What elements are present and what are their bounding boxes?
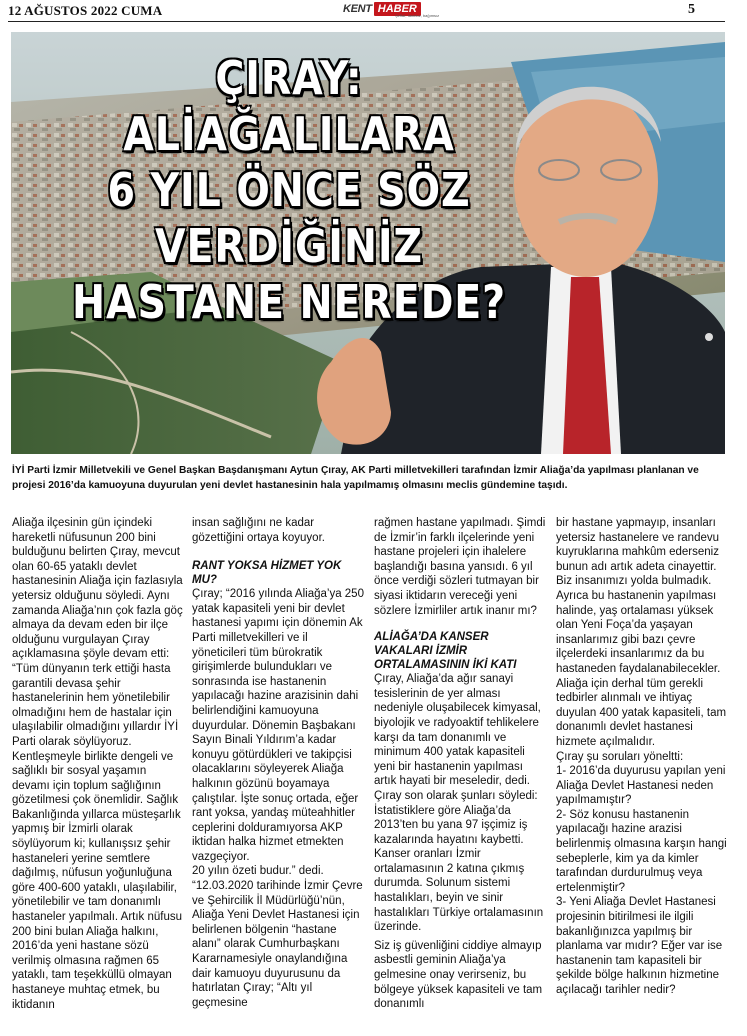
header-rule: [8, 21, 725, 22]
logo-kent: KENT: [343, 3, 372, 15]
col2-paragraph-2: Çıray; “2016 yılında Aliağa’ya 250 yatak kapasiteli yeni bir devlet hastanesi yapımı için dönemin Ak Parti milletvekilleri ve il yöneticileri tüm bürokratik girişimlerde bulundukları ve sonrasında ise hastanenin yapılacağı hazine arazisinin dahi belirlendiğini kamuoyuna duyurdular. Dönemin Başbakanı Sayın Binali Yıldırım’a kadar konuyu götürdükleri ve takipçisi olacaklarını söyleyerek Aliağa halkının gözünü boyamaya çalıştılar. İşte sonuç ortada, eğer rant yoksa, yandaş müteahhitler ceplerini dolduramıyorsa AKP iktidan halka hizmet etmekten vazgeçiyor.: [192, 588, 364, 863]
column-4: [556, 516, 728, 998]
issue-date: 12 AĞUSTOS 2022 CUMA: [8, 3, 163, 18]
column-1: [12, 516, 184, 1012]
subheading-kanser-vakalari: ALİAĞA’DA KANSER VAKALARI İZMİR ORTALAMASININ İKİ KATI: [374, 631, 517, 672]
subheading-rant-yoksa: RANT YOKSA HİZMET YOK MU?: [192, 560, 342, 587]
kent-haber-logo: [343, 1, 440, 18]
col2-paragraph-3: 20 yılın özeti budur.” dedi. “12.03.2020 tarihinde İzmir Çevre ve Şehircilik İl Müdürlüğü’nün, Aliağa Yeni Devlet Hastanesi için belirlenen bölgenin “hastane alanı” olarak Cumhurbaşkanı Kararnamesiyle onaylandığına dair kamuoyu duyurusunu da hatırlatan Çıray; “Altı yıl geçmesine: [192, 865, 363, 1009]
col3-paragraph-1: rağmen hastane yapılmadı. Şimdi de İzmir’in farklı ilçelerinde yeni hastane projeleri için ihalelere başlandığı basına yansıdı. 6 yıl önce verdiği sözleri tutmayan bir siyasi iktidarın vereceği yeni sözlere İzmirliler artık inanır mı?: [374, 517, 546, 617]
headline-line-2: 6 YIL ÖNCE SÖZ: [107, 163, 471, 217]
question-3: 3- Yeni Aliağa Devlet Hastanesi projesinin bitirilmesi ile ilgili bakanlığınızca yapılmış bir planlama var mıdır? Eğer var ise hastanenin tam kapasiteli bir şekilde bölge halkının hizmetine açılacağı tarihler nedir?: [556, 896, 723, 996]
logo-tagline: Şeffaf, tarafsız, bağımsız: [395, 13, 440, 18]
col3-paragraph-3: Siz iş güvenliğini ciddiye almayıp asbestli geminin Aliağa’ya gelmesine onay verirseniz, bu bölgeye yüksek kapasiteli ve tam donanımlı: [374, 939, 543, 1011]
col1-paragraph-1: Aliağa ilçesinin gün içindeki hareketli nüfusunun 200 bini bulduğunu belirten Çıray, mevcut olan 60-65 yataklı devlet hastanesinin Aliağa için fazlasıyla yetersiz olduğunu söyledi. Aynı zamanda Aliağa’nın çok fazla göç almaya da devam eden bir ilçe olduğunu vurgulayan Çıray açıklamasına şöyle devam etti: “Tüm dünyanın terk ettiği hasta garantili devasa şehir hastanelerinin hem yönetilebilir olmadığını hem de hastalar için ulaşılabilir olmadığını yıllardır İYİ Parti olarak söylüyoruz. Kentleşmeyle birlikte dengeli ve sağlıklı bir sosyal yaşamın devamı için toplum sağlığının gözetilmesi çok önemlidir. Sağlık Bakanlığında yıllarca müsteşarlık yapmış bir İzmirli olarak söylüyorum ki; kullanışsız şehir hastaneleri yerine semtlere dağılmış, nüfusun yoğunluğuna göre 400-600 yataklı, ulaşılabilir, yönetilebilir ve tam donanımlı hastaneler yapılmalı. Artık nüfusu 200 bini bulan Aliağa halkını, 2016’da yeni hastane sözü verilmiş olmasına rağmen 65 yataklı, tam teşekküllü olmayan hastaneye muhtaç etmek, bu iktidanın: [12, 517, 183, 1011]
col3-paragraph-2: Çıray, Aliağa’da ağır sanayi tesislerinin de yer alması nedeniyle oluşabilecek kimyasal, biyolojik ve radyoaktif tehlikelere karşı da tam donanımlı ve minimum 400 yatak kapasiteli yeni bir hastanenin yapılması artık hayati bir meseledir, dedi. Çıray son olarak şunları söyledi: İstatistiklere göre Aliağa’da 2013’ten bu yana 97 işçimiz iş kazalarında hayatını kaybetti. Kanser oranları İzmir ortalamasının 2 katına çıkmış durumda. Solunum sistemi hastalıkları, beyin ve sinir hastalıkları Türkiye ortalamasının üzerinde.: [374, 673, 544, 934]
headline: [65, 50, 512, 330]
page-number: 5: [688, 2, 695, 17]
article-body: [12, 516, 726, 1032]
hero-photo: [11, 32, 725, 454]
logo-haber: HABER: [374, 2, 421, 16]
column-2: [192, 516, 364, 1010]
col4-paragraph-1: bir hastane yapmayıp, insanları yetersiz hastanelere ve randevu kuyruklarına mahkûm ederseniz bunun adı artık adeta cinayettir. Biz insanımızı yolda bulmadık.: [556, 517, 720, 588]
question-2: 2- Söz konusu hastanenin yapılacağı hazine arazisi belirlenmiş olmasına karşın hangi sebeplerle, kim ya da kimler tarafından durdurulmuş veya ertelenmiştir?: [556, 808, 727, 894]
headline-line-3: VERDİĞİNİZ: [155, 219, 423, 273]
page-header: [0, 0, 747, 22]
col4-paragraph-3: Çıray şu soruları yöneltti:: [556, 750, 684, 763]
headline-line-4: HASTANE NEREDE?: [71, 275, 506, 329]
col4-paragraph-2: Ayrıca bu hastanenin yapılması halinde, yaş ortalaması yüksek olan Yeni Foça’da yaşayan insanlarımız gibi bazı çevre ilçelerdeki insanlarımız da bu hastaneden faydalanabilecekler. Aliağa için derhal tüm gerekli tedbirler alınmalı ve ihtiyaç duyulan 400 yatak kapasiteli, tam donanımlı devlet hastanesi hizmete açılmalıdır.: [556, 589, 727, 748]
photo-caption: İYİ Parti İzmir Milletvekili ve Genel Başkan Başdanışmanı Aytun Çıray, AK Parti milletvekilleri tarafından İzmir Aliağa’da yapılması planlanan ve projesi 2016’da kamuoyuna duyurulan yeni devlet hastanesinin hala yapılmamış olmasını meclis gündemine taşıdı.: [12, 465, 699, 491]
headline-line-1: ÇIRAY: ALİAĞALILARA: [123, 51, 455, 161]
col2-paragraph-1: insan sağlığını ne kadar gözettiğini ortaya koyuyor.: [192, 517, 325, 544]
question-1: 1- 2016’da duyurusu yapılan yeni Aliağa Devlet Hastanesi neden yapılmamıştır?: [556, 765, 726, 807]
column-3: [374, 516, 546, 1012]
